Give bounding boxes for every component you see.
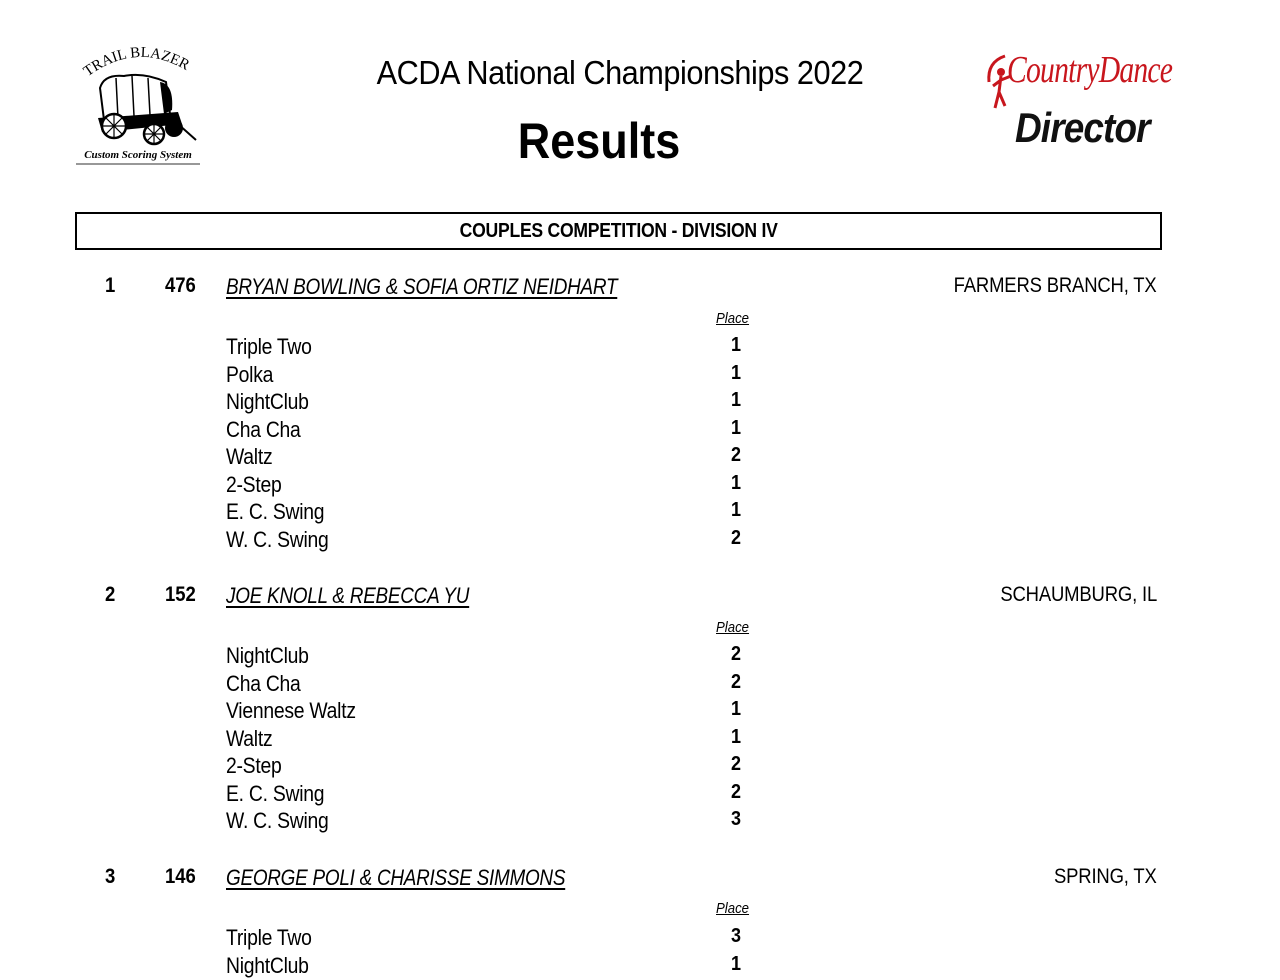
dance-place: 2 <box>731 444 741 467</box>
dance-place: 1 <box>731 953 741 976</box>
dance-name: Viennese Waltz <box>226 698 356 724</box>
final-place: 3 <box>105 865 115 889</box>
dance-list <box>0 925 1280 980</box>
dance-place: 1 <box>731 362 741 385</box>
svg-text:TRAIL BLAZER: TRAIL BLAZER <box>81 45 192 80</box>
logo-line-country-dance: CountryDance <box>1007 48 1172 92</box>
entry-header <box>0 865 1280 895</box>
couple-name: GEORGE POLI & CHARISSE SIMMONS <box>226 865 565 891</box>
dance-row <box>0 698 1280 726</box>
dance-name: Triple Two <box>226 334 312 360</box>
dance-place: 1 <box>731 499 741 522</box>
dance-name: 2-Step <box>226 472 281 498</box>
dance-place: 3 <box>731 808 741 831</box>
dance-row <box>0 499 1280 527</box>
entry-header <box>0 274 1280 304</box>
svg-text:Custom Scoring System: Custom Scoring System <box>84 149 192 161</box>
dance-row <box>0 753 1280 781</box>
competitor-number: 152 <box>165 583 196 607</box>
dance-name: NightClub <box>226 389 309 415</box>
dance-row <box>0 808 1280 836</box>
result-entry <box>0 274 1280 304</box>
place-column-header: Place <box>716 900 749 917</box>
dance-row <box>0 334 1280 362</box>
dance-place: 2 <box>731 671 741 694</box>
dance-place: 2 <box>731 643 741 666</box>
entry-header <box>0 583 1280 613</box>
page-title: Results <box>60 112 1138 170</box>
final-place: 1 <box>105 274 115 298</box>
couple-name: BRYAN BOWLING & SOFIA ORTIZ NEIDHART <box>226 274 617 300</box>
dance-name: W. C. Swing <box>226 527 329 553</box>
dance-row <box>0 726 1280 754</box>
dance-row <box>0 953 1280 980</box>
result-entry <box>0 865 1280 895</box>
country-dance-director-logo <box>985 48 1165 158</box>
final-place: 2 <box>105 583 115 607</box>
dance-row <box>0 925 1280 953</box>
dance-place: 1 <box>731 334 741 357</box>
event-title: ACDA National Championships 2022 <box>43 54 1196 92</box>
dance-place: 1 <box>731 472 741 495</box>
dance-list <box>0 643 1280 836</box>
dance-name: E. C. Swing <box>226 781 324 807</box>
dance-place: 1 <box>731 726 741 749</box>
division-header <box>75 212 1162 250</box>
dance-row <box>0 417 1280 445</box>
dance-row <box>0 444 1280 472</box>
dance-name: Waltz <box>226 726 272 752</box>
dance-place: 3 <box>731 925 741 948</box>
dance-row <box>0 472 1280 500</box>
dance-row <box>0 643 1280 671</box>
dance-name: NightClub <box>226 643 309 669</box>
place-column-header: Place <box>716 619 749 636</box>
dance-name: 2-Step <box>226 753 281 779</box>
hometown: FARMERS BRANCH, TX <box>954 274 1157 298</box>
dance-place: 1 <box>731 417 741 440</box>
division-label: COUPLES COMPETITION - DIVISION IV <box>460 214 778 248</box>
dance-row <box>0 362 1280 390</box>
result-entry <box>0 583 1280 613</box>
dance-place: 1 <box>731 698 741 721</box>
dance-place: 2 <box>731 781 741 804</box>
dance-name: W. C. Swing <box>226 808 329 834</box>
dance-row <box>0 781 1280 809</box>
dance-row <box>0 671 1280 699</box>
dance-place: 2 <box>731 527 741 550</box>
hometown: SCHAUMBURG, IL <box>1000 583 1157 607</box>
dance-row <box>0 389 1280 417</box>
couple-name: JOE KNOLL & REBECCA YU <box>226 583 469 609</box>
dance-row <box>0 527 1280 555</box>
dance-name: Cha Cha <box>226 671 301 697</box>
dance-name: Waltz <box>226 444 272 470</box>
dance-place: 2 <box>731 753 741 776</box>
dance-name: NightClub <box>226 953 309 979</box>
competitor-number: 476 <box>165 274 196 298</box>
dance-name: E. C. Swing <box>226 499 324 525</box>
place-column-header: Place <box>716 310 749 327</box>
logo-line-director: Director <box>1015 104 1150 152</box>
dance-list <box>0 334 1280 554</box>
competitor-number: 146 <box>165 865 196 889</box>
hometown: SPRING, TX <box>1054 865 1157 889</box>
dance-name: Cha Cha <box>226 417 301 443</box>
dance-name: Polka <box>226 362 273 388</box>
dance-place: 1 <box>731 389 741 412</box>
dance-name: Triple Two <box>226 925 312 951</box>
